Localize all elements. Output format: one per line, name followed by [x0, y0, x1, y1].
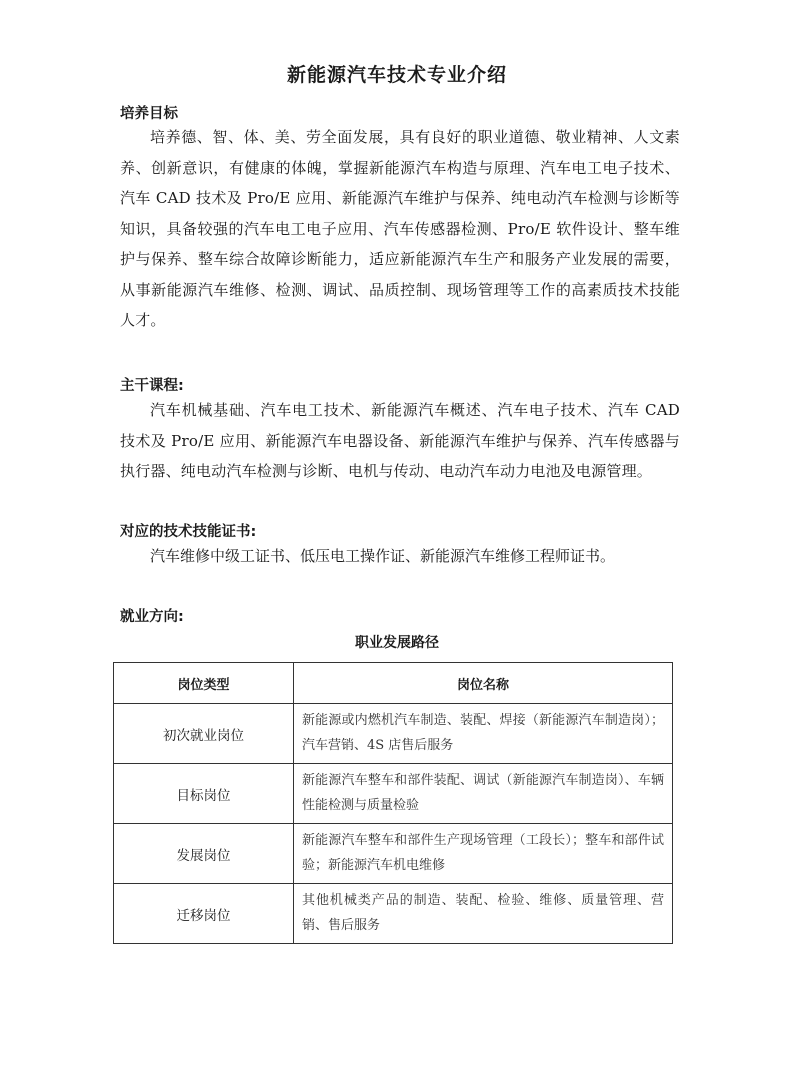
section-text-courses: 汽车机械基础、汽车电工技术、新能源汽车概述、汽车电子技术、汽车 CAD 技术及 Pro/E 应用、新能源汽车电器设备、新能源汽车维护与保养、汽车传感器与执行器、纯电动汽车检测与诊断、电机与传动、电动汽车动力电池及电源管理。	[120, 401, 680, 480]
table-header-row	[114, 663, 673, 704]
section-heading-career: 就业方向:	[120, 609, 184, 625]
table-cell-name: 新能源汽车整车和部件生产现场管理（工段长）；整车和部件试验；新能源汽车机电维修	[294, 824, 673, 884]
section-text-certs: 汽车维修中级工证书、低压电工操作证、新能源汽车维修工程师证书。	[150, 547, 616, 565]
section-heading-certs: 对应的技术技能证书:	[120, 524, 257, 540]
table-cell-name: 新能源或内燃机汽车制造、装配、焊接（新能源汽车制造岗）；汽车营销、4S 店售后服务	[294, 704, 673, 764]
page-title: 新能源汽车技术专业介绍	[286, 64, 507, 86]
table-cell-type: 迁移岗位	[114, 884, 294, 944]
table-caption: 职业发展路径	[355, 635, 439, 651]
table-row	[114, 704, 673, 764]
table-cell-name: 其他机械类产品的制造、装配、检验、维修、质量管理、营销、售后服务	[294, 884, 673, 944]
table-row	[114, 764, 673, 824]
table-cell-name: 新能源汽车整车和部件装配、调试（新能源汽车制造岗）、车辆性能检测与质量检验	[294, 764, 673, 824]
career-path-table	[113, 662, 673, 944]
section-heading-goal: 培养目标	[120, 106, 178, 122]
table-cell-type: 目标岗位	[114, 764, 294, 824]
table-row	[114, 884, 673, 944]
table-cell-type: 发展岗位	[114, 824, 294, 884]
table-header-name: 岗位名称	[294, 663, 673, 704]
section-heading-courses: 主干课程:	[120, 378, 184, 394]
table-cell-type: 初次就业岗位	[114, 704, 294, 764]
table-header-type: 岗位类型	[114, 663, 294, 704]
table-row	[114, 824, 673, 884]
section-text-goal: 培养德、智、体、美、劳全面发展，具有良好的职业道德、敬业精神、人文素养、创新意识，有健康的体魄，掌握新能源汽车构造与原理、汽车电工电子技术、汽车 CAD 技术及 Pro/E 应用、新能源汽车维护与保养、纯电动汽车检测与诊断等知识，具备较强的汽车电工电子应用、汽车传感器检测、Pro/E 软件设计、整车维护与保养、整车综合故障诊断能力，适应新能源汽车生产和服务产业发展的需要，从事新能源汽车维修、检测、调试、品质控制、现场管理等工作的高素质技术技能人才。	[120, 128, 680, 329]
